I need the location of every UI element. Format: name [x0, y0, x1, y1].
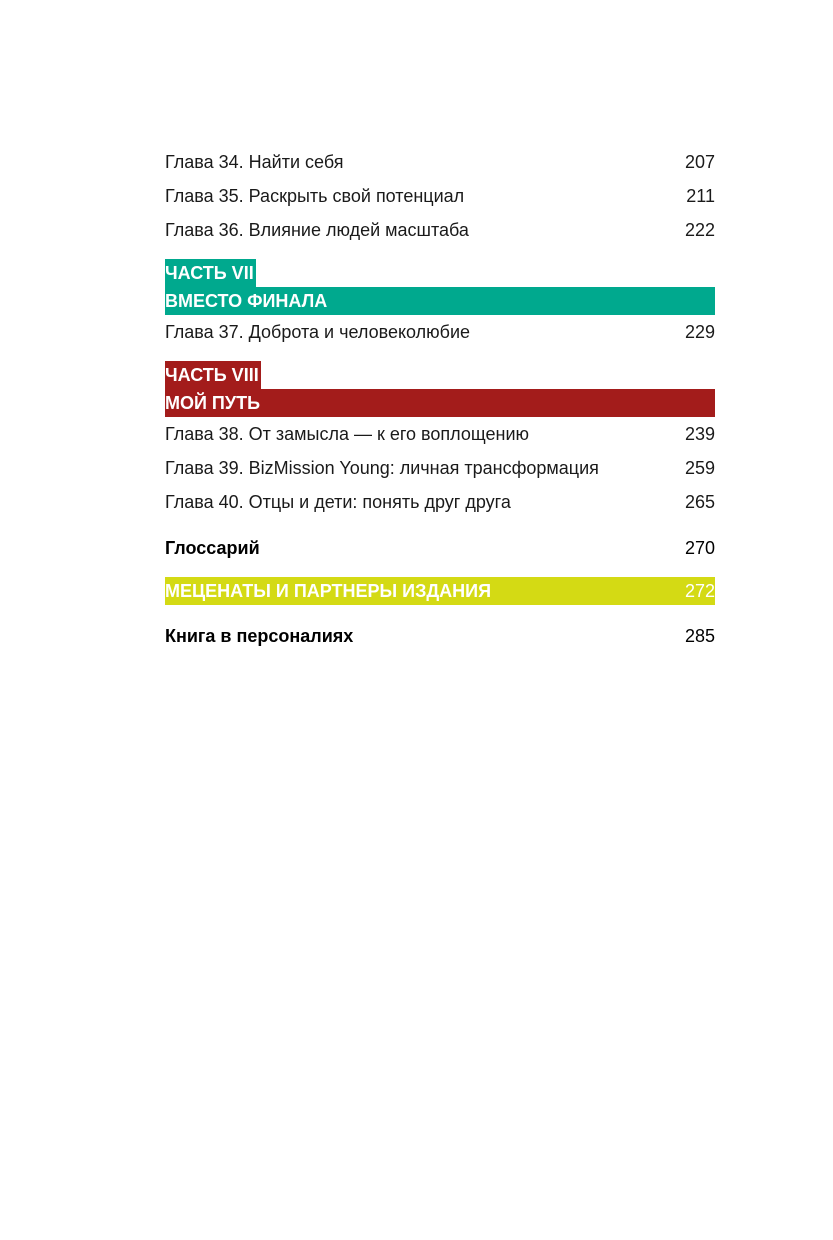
- toc-entry-chapter-38[interactable]: [165, 417, 715, 451]
- table-of-contents: [165, 145, 715, 653]
- page-number: 272: [684, 581, 715, 601]
- toc-entry-chapter-37[interactable]: [165, 315, 715, 349]
- part-8-heading: [165, 361, 715, 417]
- page-number: 207: [684, 152, 715, 172]
- toc-entry-chapter-36[interactable]: [165, 213, 715, 247]
- chapter-title: Глава 39. BizMission Young: личная трансформация: [165, 458, 599, 478]
- toc-entry-chapter-34[interactable]: [165, 145, 715, 179]
- part-label: ЧАСТЬ VII: [165, 259, 256, 287]
- toc-entry-patrons[interactable]: [165, 577, 715, 605]
- page-number: 285: [684, 626, 715, 646]
- page-number: 270: [684, 538, 715, 558]
- chapter-title: Глава 38. От замысла — к его воплощению: [165, 424, 529, 444]
- toc-entry-chapter-39[interactable]: [165, 451, 715, 485]
- part-label: ЧАСТЬ VIII: [165, 361, 261, 389]
- chapter-title: Глава 34. Найти себя: [165, 152, 344, 172]
- page-number: 211: [686, 186, 715, 206]
- section-title: Глоссарий: [165, 538, 260, 558]
- toc-entry-persons[interactable]: [165, 619, 715, 653]
- toc-entry-chapter-35[interactable]: [165, 179, 715, 213]
- part-title: МОЙ ПУТЬ: [165, 389, 715, 417]
- page-number: 265: [684, 492, 715, 512]
- page-number: 222: [684, 220, 715, 240]
- page-number: 259: [684, 458, 715, 478]
- chapter-title: Глава 37. Доброта и человеколюбие: [165, 322, 471, 342]
- section-title: Книга в персоналиях: [165, 626, 354, 646]
- section-title: МЕЦЕНАТЫ И ПАРТНЕРЫ ИЗДАНИЯ: [165, 581, 492, 601]
- page-number: 239: [684, 424, 715, 444]
- chapter-title: Глава 36. Влияние людей масштаба: [165, 220, 469, 240]
- page-number: 229: [684, 322, 715, 342]
- toc-entry-chapter-40[interactable]: [165, 485, 715, 519]
- part-title: ВМЕСТО ФИНАЛА: [165, 287, 715, 315]
- toc-entry-glossary[interactable]: [165, 531, 715, 565]
- chapter-title: Глава 35. Раскрыть свой потенциал: [165, 186, 465, 206]
- part-7-heading: [165, 259, 715, 315]
- chapter-title: Глава 40. Отцы и дети: понять друг друга: [165, 492, 511, 512]
